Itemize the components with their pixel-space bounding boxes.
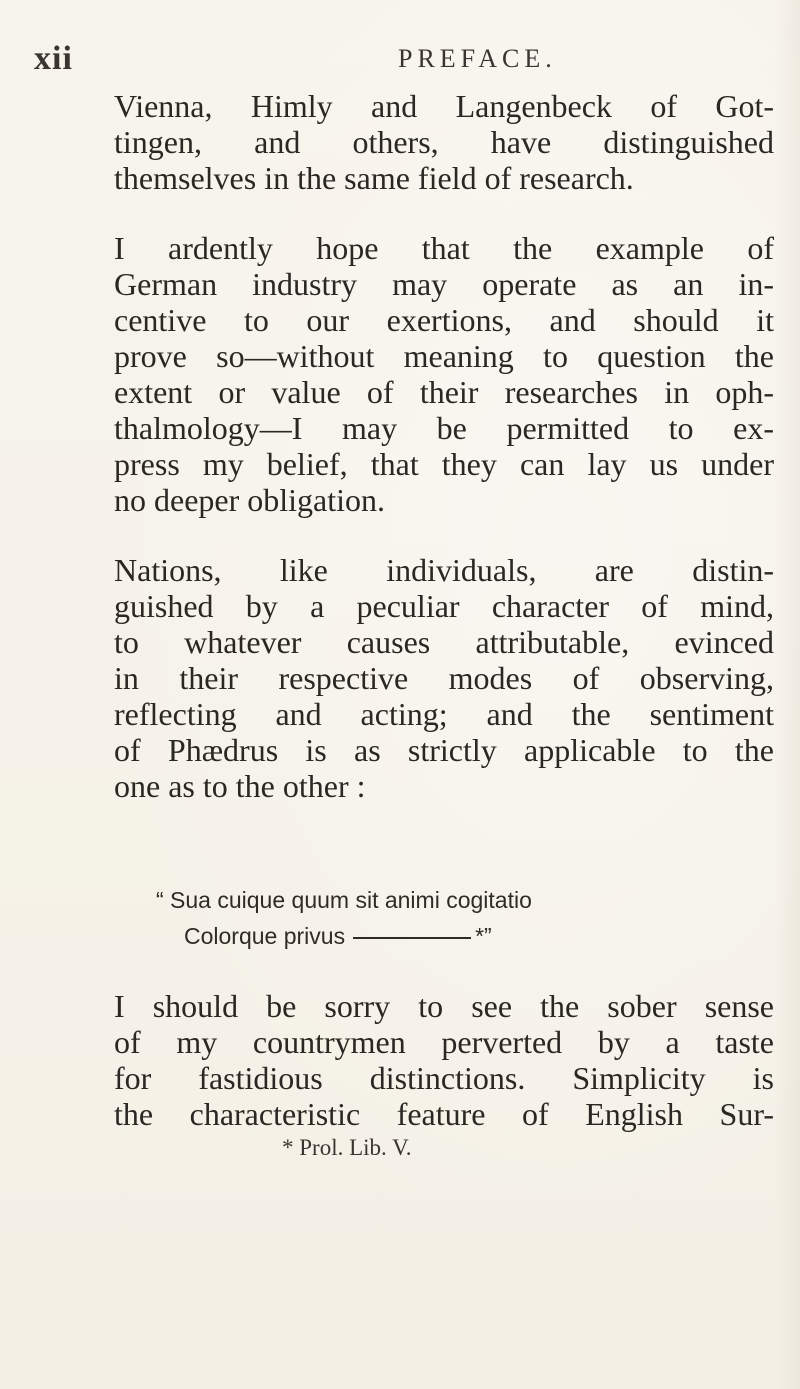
text-line: in their respective modes of observing,	[114, 660, 774, 696]
paragraph-1	[114, 88, 774, 196]
paper-edge-shading	[774, 0, 800, 1389]
text-line: the characteristic feature of English Sur-	[114, 1096, 774, 1132]
running-head	[0, 40, 800, 80]
quote-line-2	[156, 918, 676, 954]
quote-line-1: “ Sua cuique quum sit animi cogitatio	[156, 887, 532, 913]
paragraph-2	[114, 230, 774, 518]
text-line: one as to the other :	[114, 768, 366, 804]
text-line: prove so—without meaning to question the	[114, 338, 774, 374]
text-line: press my belief, that they can lay us under	[114, 446, 774, 482]
text-line: I ardently hope that the example of	[114, 230, 774, 266]
text-line: Vienna, Himly and Langenbeck of Got-	[114, 88, 774, 124]
text-line: centive to our exertions, and should it	[114, 302, 774, 338]
paragraph-spacer	[114, 196, 774, 230]
em-rule	[353, 937, 471, 939]
text-line: no deeper obligation.	[114, 482, 386, 518]
paragraph-spacer	[114, 518, 774, 552]
text-line: reflecting and acting; and the sentiment	[114, 696, 774, 732]
footnote: * Prol. Lib. V.	[282, 1135, 412, 1160]
text-line: for fastidious distinctions. Simplicity is	[114, 1060, 774, 1096]
running-title: PREFACE.	[398, 44, 557, 73]
page-number: xii	[34, 40, 73, 77]
text-line: to whatever causes attributable, evinced	[114, 624, 774, 660]
text-line: German industry may operate as an in-	[114, 266, 774, 302]
text-line: of my countrymen perverted by a taste	[114, 1024, 774, 1060]
paragraph-3	[114, 552, 774, 804]
text-line: tingen, and others, have distinguished	[114, 124, 774, 160]
text-line: thalmology—I may be permitted to ex-	[114, 410, 774, 446]
text-line: themselves in the same field of research.	[114, 160, 634, 196]
text-line: Nations, like individuals, are distin-	[114, 552, 774, 588]
main-text	[114, 88, 774, 804]
quote-line-2-text: Colorque privus	[184, 923, 346, 949]
latin-quotation	[156, 882, 676, 954]
text-line: of Phædrus is as strictly applicable to the	[114, 732, 774, 768]
text-line: guished by a peculiar character of mind,	[114, 588, 774, 624]
quote-line-2-end: *”	[475, 923, 492, 949]
paragraph-4	[114, 988, 774, 1132]
text-line: I should be sorry to see the sober sense	[114, 988, 774, 1024]
text-line: extent or value of their researches in oph-	[114, 374, 774, 410]
main-text-continued	[114, 988, 774, 1132]
